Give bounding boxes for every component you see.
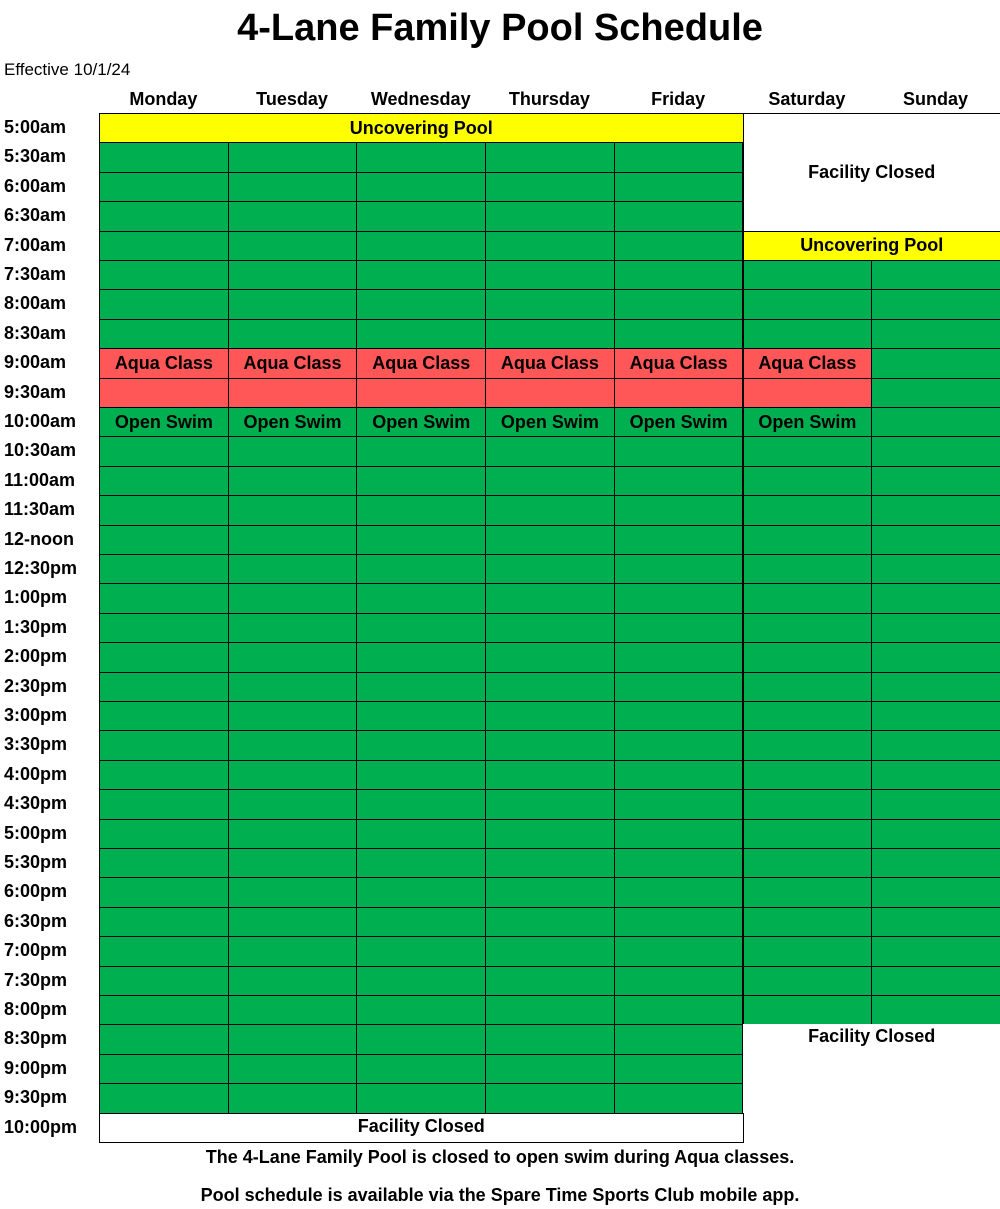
block-label: Aqua Class [758,352,857,373]
open-swim-block [356,407,486,437]
open-swim-cell [614,1024,744,1054]
open-swim-cell [356,760,486,790]
open-swim-cell [485,554,615,584]
block-label: Facility Closed [808,1026,936,1047]
block-label: Uncovering Pool [349,117,493,138]
open-swim-cell [356,848,486,878]
open-swim-cell [356,525,486,555]
open-swim-cell [614,672,744,702]
open-swim-cell [871,789,1000,819]
open-swim-cell [743,966,873,996]
open-swim-cell [871,701,1000,731]
day-header-thursday: Thursday [508,89,590,109]
open-swim-cell [228,583,358,613]
open-swim-cell [743,525,873,555]
day-header-friday: Friday [651,89,706,109]
open-swim-cell [614,1083,744,1113]
open-swim-cell [228,1054,358,1084]
time-label: 8:30am [4,322,67,343]
open-swim-cell [228,907,358,937]
time-label: 3:00pm [4,705,68,725]
time-label: 3:30pm [4,734,68,755]
open-swim-cell [743,260,873,290]
open-swim-cell [485,142,615,172]
time-label: 4:00pm [4,763,68,784]
block-label: Open Swim [758,411,857,432]
page-title: 4-Lane Family Pool Schedule [237,7,763,49]
open-swim-cell [871,407,1000,437]
open-swim-cell [228,819,358,849]
open-swim-cell [614,466,744,496]
open-swim-cell [485,936,615,966]
open-swim-cell [485,701,615,731]
open-swim-cell [99,1083,229,1113]
uncovering-pool-block [743,231,1000,261]
open-swim-cell [228,672,358,702]
open-swim-cell [614,936,744,966]
open-swim-cell [485,789,615,819]
open-swim-cell [614,436,744,466]
open-swim-cell [485,995,615,1025]
open-swim-cell [356,642,486,672]
time-label: 7:30pm [4,969,68,990]
open-swim-cell [614,289,744,319]
time-label: 7:00am [4,234,67,255]
open-swim-cell [99,819,229,849]
open-swim-cell [99,172,229,202]
time-label: 11:00am [4,469,76,490]
open-swim-cell [485,1054,615,1084]
open-swim-cell [871,466,1000,496]
open-swim-cell [614,583,744,613]
open-swim-cell [228,142,358,172]
open-swim-cell [871,613,1000,643]
open-swim-cell [228,730,358,760]
open-swim-cell [743,642,873,672]
open-swim-cell [485,1083,615,1113]
open-swim-cell [485,201,615,231]
open-swim-cell [743,995,873,1025]
open-swim-cell [356,319,486,349]
open-swim-cell [99,1054,229,1084]
open-swim-cell [356,907,486,937]
block-label: Open Swim [372,411,471,432]
open-swim-cell [356,1054,486,1084]
open-swim-cell [614,760,744,790]
open-swim-cell [743,877,873,907]
open-swim-block [485,407,615,437]
open-swim-cell [614,260,744,290]
time-label: 6:30am [4,205,67,226]
open-swim-cell [614,319,744,349]
open-swim-cell [485,289,615,319]
open-swim-cell [485,495,615,525]
open-swim-block [614,407,744,437]
open-swim-cell [356,466,486,496]
facility-closed-block [743,1024,1000,1113]
open-swim-cell [228,289,358,319]
time-label: 5:30am [4,146,67,167]
block-label: Open Swim [500,411,599,432]
time-label: 8:30pm [4,1028,68,1049]
open-swim-cell [356,730,486,760]
aqua-class-block [99,378,229,408]
open-swim-cell [614,142,744,172]
open-swim-cell [485,231,615,261]
time-label: 1:30pm [4,616,68,637]
open-swim-cell [485,613,615,643]
open-swim-cell [99,730,229,760]
open-swim-cell [614,613,744,643]
open-swim-cell [99,907,229,937]
open-swim-cell [485,319,615,349]
open-swim-cell [228,554,358,584]
open-swim-cell [99,260,229,290]
block-label: Aqua Class [114,352,213,373]
open-swim-cell [614,730,744,760]
open-swim-cell [356,260,486,290]
aqua-class-block [614,348,744,378]
open-swim-cell [228,701,358,731]
aqua-class-block [485,378,615,408]
time-label: 5:30pm [4,852,68,872]
aqua-class-block [99,348,229,378]
time-label: 8:00pm [4,999,68,1019]
time-label: 9:30am [4,381,67,402]
block-label: Facility Closed [808,161,936,182]
open-swim-cell [614,907,744,937]
open-swim-cell [743,466,873,496]
open-swim-cell [871,730,1000,760]
open-swim-cell [614,701,744,731]
open-swim-cell [743,936,873,966]
time-label: 2:00pm [4,646,68,667]
open-swim-cell [356,231,486,261]
open-swim-cell [356,936,486,966]
open-swim-cell [99,672,229,702]
open-swim-cell [871,525,1000,555]
open-swim-cell [614,554,744,584]
open-swim-cell [871,378,1000,408]
open-swim-cell [99,877,229,907]
open-swim-cell [485,642,615,672]
open-swim-cell [356,172,486,202]
open-swim-cell [614,201,744,231]
time-label: 7:00pm [4,940,68,961]
time-label: 7:30am [4,264,67,284]
open-swim-cell [356,672,486,702]
open-swim-cell [871,936,1000,966]
open-swim-cell [871,583,1000,613]
open-swim-cell [228,436,358,466]
open-swim-cell [485,672,615,702]
open-swim-cell [485,966,615,996]
open-swim-cell [228,642,358,672]
aqua-class-block [356,348,486,378]
open-swim-cell [356,583,486,613]
open-swim-cell [743,907,873,937]
open-swim-cell [99,789,229,819]
open-swim-cell [871,495,1000,525]
open-swim-cell [228,525,358,555]
open-swim-cell [99,583,229,613]
block-label: Open Swim [629,411,728,432]
time-label: 10:00pm [4,1116,78,1137]
open-swim-cell [614,172,744,202]
open-swim-cell [871,289,1000,319]
open-swim-cell [228,848,358,878]
effective-date: Effective 10/1/24 [4,60,131,79]
open-swim-cell [485,525,615,555]
block-label: Open Swim [243,411,342,432]
open-swim-cell [228,319,358,349]
schedule-grid [0,85,1000,1145]
open-swim-cell [228,613,358,643]
open-swim-cell [485,907,615,937]
time-label: 6:00pm [4,881,68,902]
open-swim-cell [743,760,873,790]
open-swim-cell [871,760,1000,790]
open-swim-cell [743,583,873,613]
open-swim-cell [871,672,1000,702]
open-swim-cell [743,319,873,349]
open-swim-cell [228,936,358,966]
block-label: Aqua Class [243,352,342,373]
open-swim-cell [99,319,229,349]
open-swim-cell [356,819,486,849]
open-swim-cell [99,554,229,584]
note-aqua-closure: The 4-Lane Family Pool is closed to open swim during Aqua classes. [205,1147,795,1167]
open-swim-cell [871,995,1000,1025]
aqua-class-block [743,348,873,378]
open-swim-cell [228,1083,358,1113]
open-swim-cell [356,554,486,584]
open-swim-cell [228,760,358,790]
open-swim-cell [743,289,873,319]
open-swim-cell [356,701,486,731]
block-label: Open Swim [114,411,213,432]
day-header-tuesday: Tuesday [256,89,328,109]
open-swim-cell [871,877,1000,907]
open-swim-cell [485,819,615,849]
open-swim-cell [228,495,358,525]
open-swim-cell [99,995,229,1025]
open-swim-cell [99,613,229,643]
day-header-monday: Monday [129,89,198,109]
block-label: Aqua Class [629,352,728,373]
open-swim-cell [485,466,615,496]
time-label: 10:30am [4,440,77,461]
open-swim-cell [871,642,1000,672]
open-swim-cell [99,466,229,496]
time-label: 5:00am [4,117,67,137]
block-label: Uncovering Pool [800,235,944,256]
open-swim-cell [228,260,358,290]
open-swim-cell [871,848,1000,878]
open-swim-cell [99,525,229,555]
time-label: 4:30pm [4,793,68,814]
open-swim-cell [871,554,1000,584]
open-swim-cell [485,760,615,790]
time-label: 11:30am [4,499,76,520]
open-swim-cell [356,495,486,525]
aqua-class-block [614,378,744,408]
open-swim-cell [356,995,486,1025]
open-swim-cell [614,966,744,996]
day-header-sunday: Sunday [903,89,969,109]
open-swim-cell [356,289,486,319]
open-swim-cell [743,730,873,760]
open-swim-cell [356,1024,486,1054]
open-swim-cell [871,319,1000,349]
open-swim-cell [743,819,873,849]
open-swim-cell [485,583,615,613]
open-swim-cell [356,201,486,231]
open-swim-cell [228,966,358,996]
time-label: 9:30pm [4,1087,68,1108]
open-swim-cell [485,730,615,760]
block-label: Facility Closed [357,1115,485,1136]
open-swim-cell [485,877,615,907]
open-swim-cell [99,289,229,319]
block-label: Aqua Class [372,352,471,373]
open-swim-cell [485,260,615,290]
open-swim-block [228,407,358,437]
open-swim-cell [356,966,486,996]
open-swim-cell [871,819,1000,849]
open-swim-cell [743,436,873,466]
open-swim-cell [871,260,1000,290]
open-swim-cell [743,789,873,819]
time-label: 6:00am [4,175,67,196]
open-swim-cell [99,142,229,172]
time-label: 9:00pm [4,1057,68,1078]
open-swim-cell [743,848,873,878]
open-swim-cell [99,231,229,261]
open-swim-cell [743,495,873,525]
open-swim-cell [485,1024,615,1054]
time-label: 9:00am [4,352,67,373]
open-swim-cell [743,554,873,584]
open-swim-cell [614,231,744,261]
time-label: 6:30pm [4,910,68,931]
time-label: 10:00am [4,411,77,431]
open-swim-cell [228,466,358,496]
open-swim-cell [614,1054,744,1084]
aqua-class-block [485,348,615,378]
day-header-saturday: Saturday [768,89,846,109]
aqua-class-block [228,378,358,408]
open-swim-cell [871,436,1000,466]
aqua-class-block [743,378,873,408]
day-header-wednesday: Wednesday [370,89,471,109]
open-swim-cell [99,701,229,731]
open-swim-cell [99,1024,229,1054]
time-label: 8:00am [4,293,67,314]
open-swim-cell [614,848,744,878]
open-swim-cell [485,172,615,202]
aqua-class-block [228,348,358,378]
open-swim-cell [614,877,744,907]
open-swim-cell [228,789,358,819]
open-swim-cell [871,348,1000,378]
open-swim-cell [99,642,229,672]
open-swim-cell [614,995,744,1025]
time-label: 5:00pm [4,822,68,843]
open-swim-cell [743,613,873,643]
aqua-class-block [356,378,486,408]
open-swim-cell [356,142,486,172]
open-swim-cell [99,760,229,790]
open-swim-cell [228,231,358,261]
block-label: Aqua Class [500,352,599,373]
open-swim-cell [99,495,229,525]
open-swim-cell [99,966,229,996]
open-swim-cell [228,172,358,202]
facility-closed-block [99,1113,744,1143]
open-swim-cell [614,789,744,819]
time-label: 1:00pm [4,587,68,608]
open-swim-cell [614,525,744,555]
open-swim-cell [871,966,1000,996]
open-swim-cell [228,877,358,907]
open-swim-cell [99,201,229,231]
open-swim-cell [614,495,744,525]
time-label: 2:30pm [4,675,68,696]
open-swim-cell [614,642,744,672]
open-swim-cell [614,819,744,849]
open-swim-cell [228,201,358,231]
note-mobile-app: Pool schedule is available via the Spare Time Sports Club mobile app. [200,1185,800,1205]
open-swim-cell [356,1083,486,1113]
open-swim-cell [228,995,358,1025]
open-swim-cell [871,907,1000,937]
open-swim-cell [743,672,873,702]
uncovering-pool-block [99,113,744,143]
open-swim-cell [99,936,229,966]
time-label: 12:30pm [4,558,78,578]
facility-closed-block [743,113,1000,232]
time-label: 12-noon [4,528,74,549]
open-swim-cell [485,848,615,878]
open-swim-cell [743,701,873,731]
open-swim-cell [99,436,229,466]
open-swim-cell [485,436,615,466]
open-swim-cell [228,1024,358,1054]
open-swim-cell [99,848,229,878]
open-swim-block [99,407,229,437]
open-swim-cell [356,436,486,466]
open-swim-cell [356,789,486,819]
open-swim-block [743,407,873,437]
open-swim-cell [356,613,486,643]
open-swim-cell [356,877,486,907]
